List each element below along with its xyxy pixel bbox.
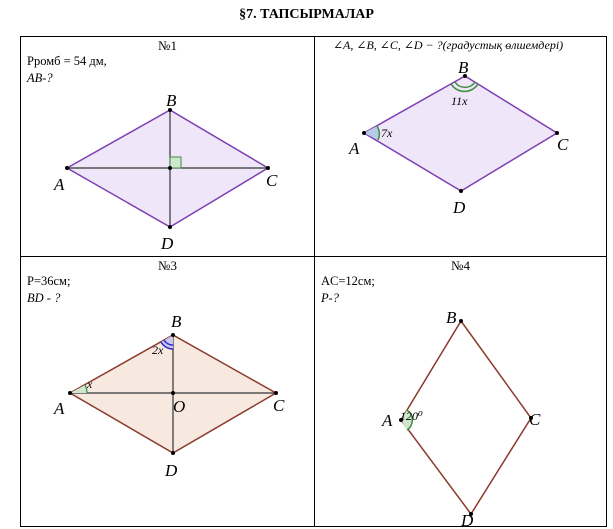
vertex-d-label: D [461, 511, 474, 528]
vertex-c-label: C [529, 410, 541, 429]
angle-a-value: 120⁰ [400, 409, 423, 423]
vertex-d-label: D [161, 234, 174, 253]
angle-a-value: 7x [381, 126, 393, 140]
angle-a-value: x [87, 377, 93, 391]
task-1-cell [20, 36, 315, 257]
task-1-given-perimeter: Pромб = 54 дм, [27, 54, 107, 68]
task-1-number: №1 [158, 38, 177, 53]
vertex-b-label: B [458, 58, 469, 77]
rhombus-2-figure [315, 37, 608, 258]
task-4-number: №4 [451, 258, 470, 273]
rhombus-4-figure [315, 257, 608, 528]
vertex-b-label: B [446, 308, 457, 327]
task-3-number: №3 [158, 258, 177, 273]
vertex-a-label: A [349, 139, 360, 158]
vertex-c-label: C [557, 135, 569, 154]
angle-a-sector [70, 385, 87, 393]
rhombus-3-figure [21, 257, 316, 528]
vertex-d-label: D [453, 198, 466, 217]
vertex-a-label: A [54, 399, 65, 418]
vertex-a-label: A [54, 175, 65, 194]
angle-b-value: 11x [451, 94, 468, 108]
task-4-cell [314, 256, 607, 527]
task-1-given-question: AB-? [27, 71, 53, 85]
task-2-question: ∠A, ∠B, ∠C, ∠D − ?(градустық өлшемдері) [333, 38, 564, 52]
vertex-c-label: C [266, 171, 278, 190]
vertex-b-label: B [171, 312, 182, 331]
vertex-c-label: C [273, 396, 285, 415]
vertex-a-label: A [382, 411, 393, 430]
vertex-b-label: B [166, 91, 177, 110]
angle-b-value: 2x [152, 343, 164, 357]
task-grid [20, 36, 607, 527]
task-3-cell [20, 256, 315, 527]
task-2-cell [314, 36, 607, 257]
task-4-given-question: P-? [321, 291, 340, 305]
right-angle-marker [170, 157, 181, 168]
rhombus-1-figure [21, 37, 316, 258]
task-3-given-question: BD - ? [27, 291, 61, 305]
center-o-label: O [173, 397, 186, 416]
page-title: §7. ТАПСЫРМАЛАР [239, 7, 374, 22]
task-4-given-length: AC=12см; [321, 274, 375, 288]
task-3-given-perimeter: P=36см; [27, 274, 71, 288]
vertex-d-label: D [165, 461, 178, 480]
